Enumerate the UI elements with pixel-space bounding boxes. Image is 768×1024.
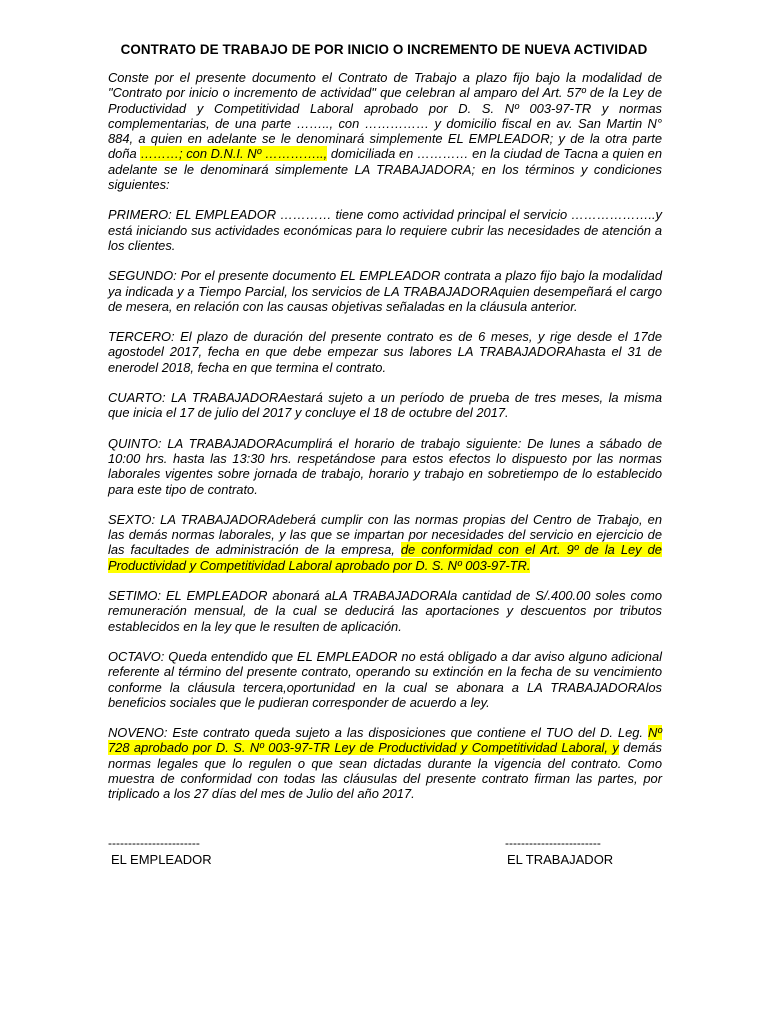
signature-line-worker: ------------------------ bbox=[505, 836, 601, 850]
clause-noveno bbox=[108, 725, 662, 801]
clause-tercero: TERCERO: El plazo de duración del presente contrato es de 6 meses, y rige desde el 17de agostodel 2017, fecha en que debe empezar sus labores LA TRABAJADORAhasta el 31 de enerodel 2018, fecha en que termina el contrato. bbox=[108, 329, 662, 375]
paragraph-intro-text-end: domiciliada en ………… en la ciudad de Tacna a quien en adelante se le denominará simplemente LA TRABAJADORA; en los términos y condiciones siguientes: bbox=[108, 146, 663, 193]
highlighted-text-art9: de conformidad con el Art. 9º de la Ley de Productividad y Competitividad Laboral aprobado por D. S. Nº 003-97-TR. bbox=[108, 542, 662, 573]
clause-octavo: OCTAVO: Queda entendido que EL EMPLEADOR no está obligado a dar aviso alguno adicional referente al término del presente contrato, operando su extinción en la fecha de su vencimiento conforme la cláusula tercera,oportunidad en la cual se abonara a LA TRABAJADORAlos beneficios sociales que le pudieran corresponder de acuerdo a ley. bbox=[108, 648, 662, 710]
clause-sexto-text: SEXTO: LA TRABAJADORAdeberá cumplir con las normas propias del Centro de Trabajo, en las demás normas laborales, y las que se impartan por necesidades del servicio en ejercicio de las facultades de administración de la empresa, bbox=[108, 511, 662, 558]
highlighted-text-dleg728: Nº 728 aprobado por D. S. Nº 003-97-TR Ley de Productividad y Competitividad Laboral, y bbox=[108, 725, 662, 756]
clause-noveno-text-end: demás normas legales que lo regulen o que sean dictadas durante la vigencia del contrato. Como muestra de conformidad con todas las cláusulas del presente contrato firman las partes, por triplicado a los 27 días del mes de Julio del año 2017. bbox=[108, 740, 662, 802]
highlighted-text-dni: ………; con D.N.I. Nº ………….., bbox=[140, 146, 328, 162]
clause-setimo: SETIMO: EL EMPLEADOR abonará aLA TRABAJADORAla cantidad de S/.400.00 soles como remuneración mensual, de la cual se deducirá las aportaciones y descuentos por tributos establecidos en la ley que le resulten de aplicación. bbox=[108, 588, 662, 634]
clause-cuarto: CUARTO: LA TRABAJADORAestará sujeto a un período de prueba de tres meses, la misma que inicia el 17 de julio del 2017 y concluye el 18 de octubre del 2017. bbox=[108, 390, 662, 421]
signature-label-employer: EL EMPLEADOR bbox=[111, 852, 212, 867]
clause-quinto: QUINTO: LA TRABAJADORAcumplirá el horario de trabajo siguiente: De lunes a sábado de 10:00 hrs. hasta las 13:30 hrs. respetándose para estos efectos lo dispuesto por las normas laborales vigentes sobre jornada de trabajo, horario y trabajo en sobretiempo de lo establecido para este tipo de contrato. bbox=[108, 435, 662, 497]
signature-label-worker: EL TRABAJADOR bbox=[507, 852, 614, 867]
signature-line-employer: ----------------------- bbox=[108, 836, 200, 850]
document-title: CONTRATO DE TRABAJO DE POR INICIO O INCREMENTO DE NUEVA ACTIVIDAD bbox=[120, 42, 648, 57]
clause-sexto bbox=[108, 512, 662, 573]
paragraph-intro bbox=[108, 70, 662, 192]
clause-segundo: SEGUNDO: Por el presente documento EL EMPLEADOR contrata a plazo fijo bajo la modalidad ya indicada y a Tiempo Parcial, los servicios de LA TRABAJADORAquien desempeñará el cargo de mesera, en relación con las causas objetivas señaladas en la cláusula anterior. bbox=[108, 268, 662, 314]
clause-noveno-text: NOVENO: Este contrato queda sujeto a las disposiciones que contiene el TUO del D. Leg. bbox=[108, 725, 648, 741]
clause-primero: PRIMERO: EL EMPLEADOR ………… tiene como actividad principal el servicio ………………..y está iniciando sus actividades económicas para lo requiere cubrir las necesidades de atención a los clientes. bbox=[108, 207, 662, 253]
paragraph-intro-text: Conste por el presente documento el Contrato de Trabajo a plazo fijo bajo la modalidad de "Contrato por inicio o incremento de actividad" que celebran al amparo del Art. 57º de la Ley de Productividad y Competitividad Laboral aprobado por D. S. Nº 003-97-TR y normas complementarias, de una parte …….., con …………… y domicilio fiscal en av. San Martin N° 884, a quien en adelante se le denominará simplemente EL EMPLEADOR; y de la otra parte doña bbox=[108, 70, 662, 162]
contract-body bbox=[108, 70, 662, 817]
